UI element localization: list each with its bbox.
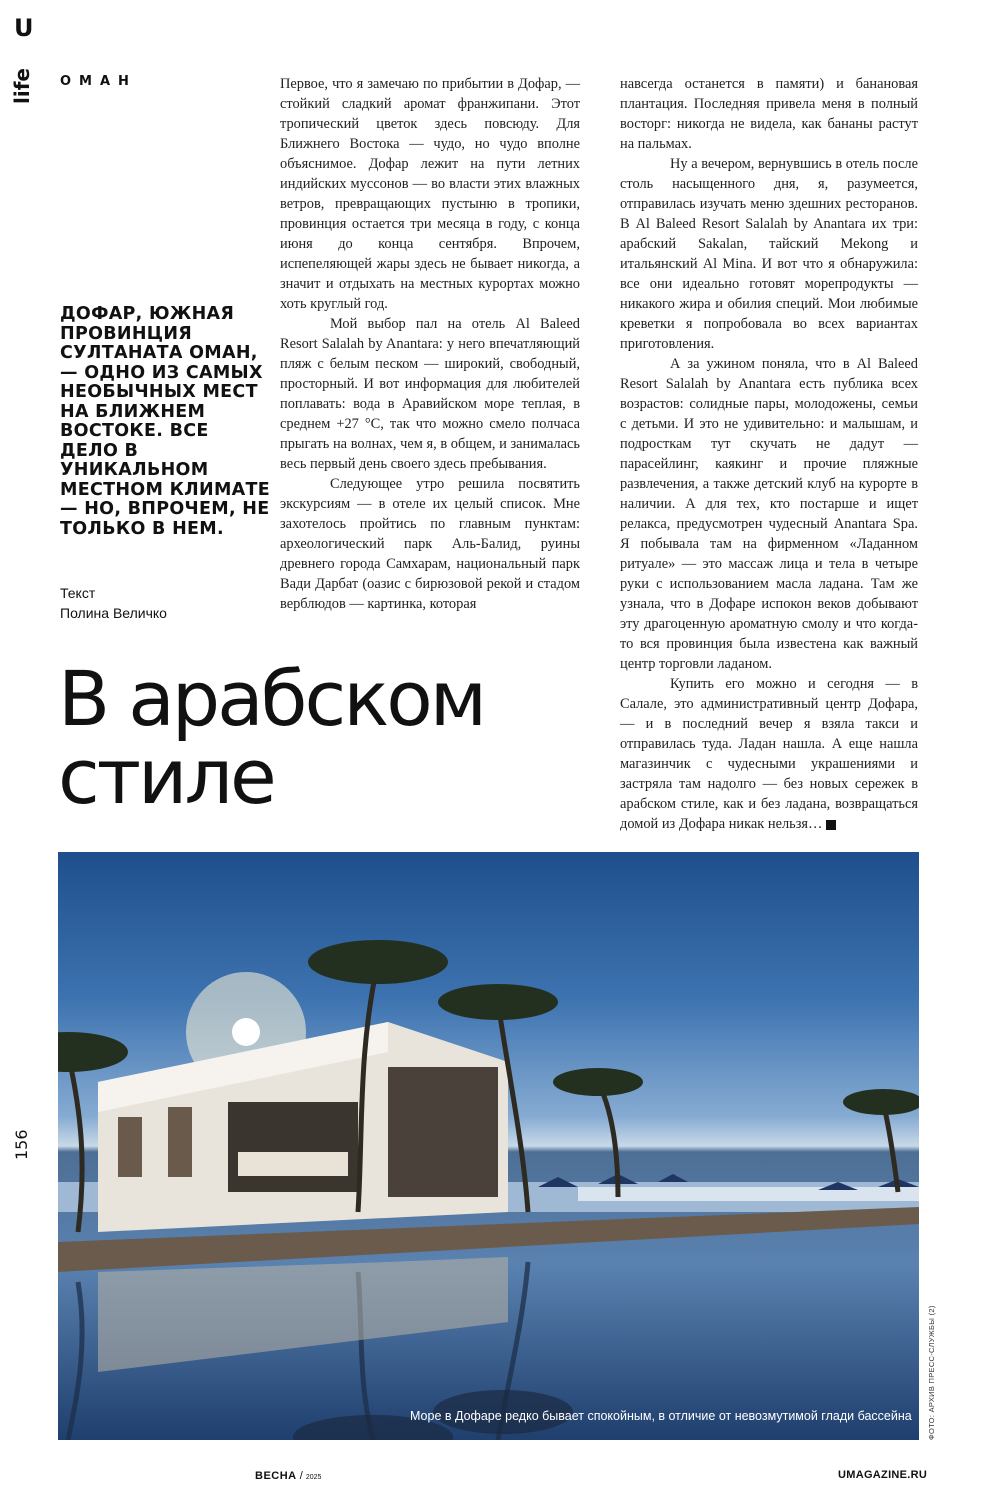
credit-label: Текст xyxy=(60,585,96,601)
paragraph: навсегда останется в памяти) и банановая плантация. Последняя привела меня в полный восторг: никогда не видела, как бананы растут на пальмах. xyxy=(620,76,918,152)
headline-line-2: стиле xyxy=(58,732,274,821)
page-number: 156 xyxy=(12,1129,31,1160)
resort-illustration xyxy=(58,852,919,1440)
paragraph: Первое, что я замечаю по прибытии в Дофар, — стойкий сладкий аромат франжипани. Этот тропический цветок здесь повсюду. Для Ближнего Востока — чудо, но чудо вполне объяснимое. Дофар лежит на пути летних индийских муссонов — во власти этих влажных ветров, превращающих пустыню в тропики, провинция остается три месяца в году, с конца июня до конца сентября. Впрочем, испепеляющей жары здесь не бывает никогда, а значит и отдыхать на местных курортах можно хоть круглый год. xyxy=(280,76,580,312)
paragraph: Ну а вечером, вернувшись в отель после столь насыщенного дня, я, разумеется, отправилась изучать меню здешних ресторанов. В Al Baleed Resort Salalah by Anantara их три: арабский Sakalan, тайский Mekong и итальянский Al Mina. И вот что я обнаружила: все они идеально готовят морепродукты — никакого жира и обилия специй. Мои любимые креветки я попробовала во всех вариантах приготовления. xyxy=(620,156,918,352)
article-country: ОМАН xyxy=(60,74,137,89)
paragraph: Мой выбор пал на отель Al Baleed Resort Salalah by Anantara: у него впечатляющий пляж с белым песком — широкий, свободный, просторный. И вот информация для любителей поплавать: вода в Аравийском море теплая, в среднем +27 °С, так что можно смело полчаса прыгать на волнах, чем я, в общем, и занималась весь первый день своего здесь пребывания. xyxy=(280,316,580,472)
paragraph xyxy=(620,674,918,834)
author-name: Полина Величко xyxy=(60,605,167,621)
footer-website: UMAGAZINE.RU xyxy=(838,1469,928,1481)
paragraph: Следующее утро решила посвятить экскурсиям — в отеле их целый список. Мне захотелось пройтись по главным пунктам: археологический парк Аль-Балид, руины древнего города Самхарам, национальный парк Вади Дарбат (оазис с бирюзовой рекой и стадом верблюдов — картинка, которая xyxy=(280,476,580,612)
body-column-2 xyxy=(620,74,918,834)
article-lead: ДОФАР, ЮЖНАЯ ПРОВИНЦИЯ СУЛТАНАТА ОМАН, — ОДНО ИЗ САМЫХ НЕОБЫЧНЫХ МЕСТ НА БЛИЖНЕМ ВОСТОКЕ. ВСЕ ДЕЛО В УНИКАЛЬНОМ МЕСТНОМ КЛИМАТЕ — НО, ВПРОЧЕМ, НЕ ТОЛЬКО В НЕМ. xyxy=(60,304,271,539)
footer-issue: ВЕСНА / 2025 xyxy=(255,1470,322,1482)
paragraph: А за ужином поняла, что в Al Baleed Resort Salalah by Anantara есть публика всех возрастов: солидные пары, молодожены, семьи с детьми. И это не удивительно: и малышам, и подросткам тут скучать не дадут — парасейлинг, каякинг и прочие пляжные развлечения, а также детский клуб на курорте в наличии. А для тех, кто постарше и ищет релакса, предусмотрен чудесный Anantara Spa. Я побывала там на фирменном «Ладанном ритуале» — это массаж лица и тела в четыре руки с использованием масла ладана. Там же узнала, что в Дофаре испокон веков добывают эту драгоценную ароматную смолу и что когда-то вся провинция была известена как важный центр торговли ладаном. xyxy=(620,356,918,672)
last-paragraph-text: Купить его можно и сегодня — в Салале, это административный центр Дофара, — и в последний вечер я взяла такси и отправилась туда. Ладан нашла. А еще нашла магазинчик с чудесными украшениями и застряла там надолго — без новых сережек в арабском стиле, как и без ладана, возвращаться домой из Дофара никак нельзя… xyxy=(620,676,918,832)
end-of-article-icon: u xyxy=(826,820,836,830)
article-headline xyxy=(58,654,618,821)
headline-line-1: В арабском xyxy=(58,654,485,743)
section-label: life xyxy=(10,68,34,104)
photo-credit: ФОТО: АРХИВ ПРЕСС-СЛУЖБЫ (2) xyxy=(927,1305,936,1440)
resort-photo xyxy=(58,852,919,1440)
photo-caption: Море в Дофаре редко бывает спокойным, в отличие от невозмутимой глади бассейна xyxy=(410,1409,912,1423)
magazine-logo: U xyxy=(14,14,34,42)
body-column-1 xyxy=(280,74,580,614)
